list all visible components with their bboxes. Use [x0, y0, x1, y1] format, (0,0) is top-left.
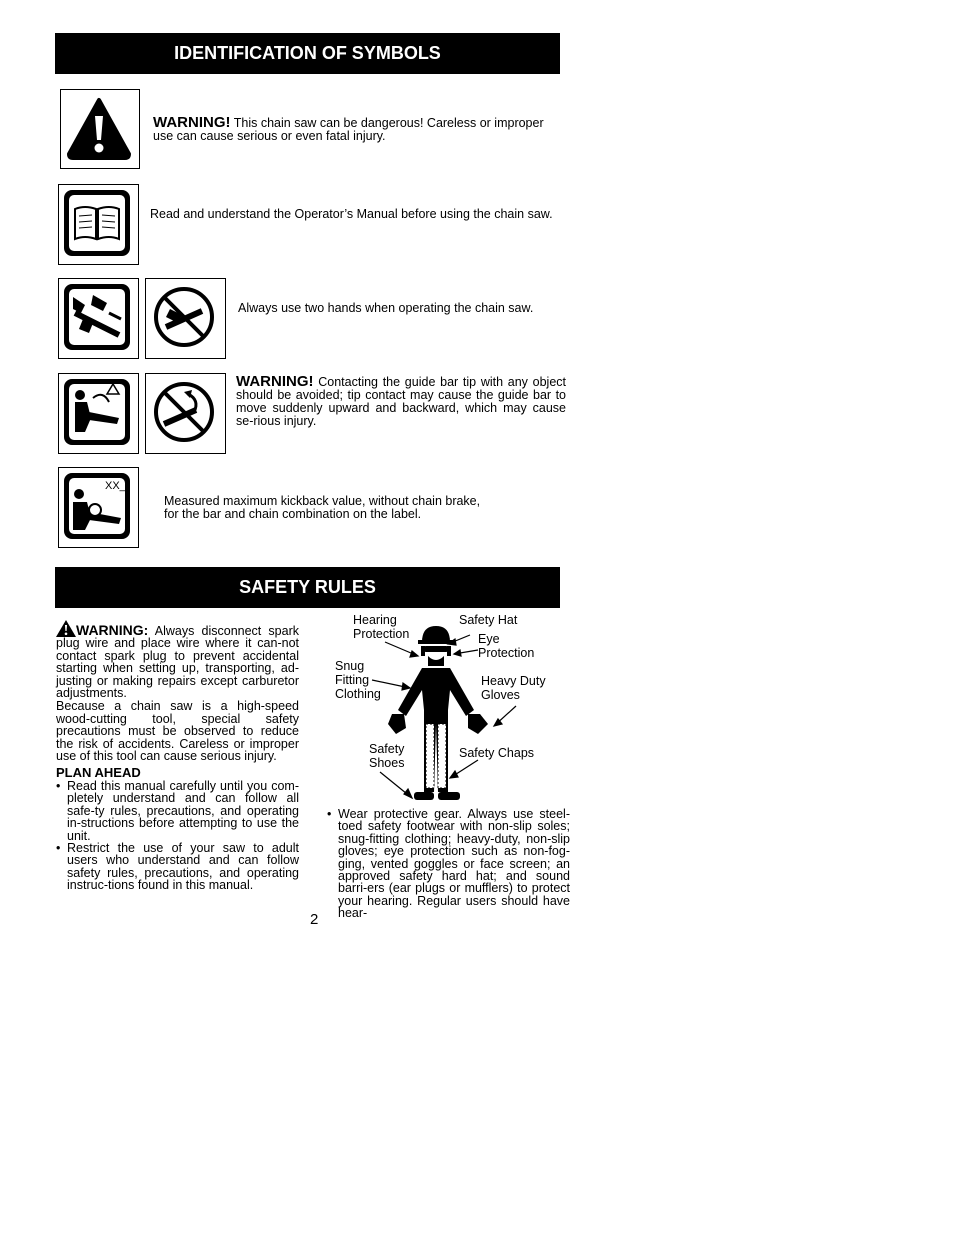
warning-description: This chain saw can be dangerous! Careless or improper use can cause serious or even fatal injury. [153, 116, 544, 143]
warning-label: WARNING! [153, 114, 231, 131]
safety-paragraph: Because a chain saw is a high-speed wood-cutting tool, special safety precautions must be observed to reduce the risk of accidents. Careless or improper use of this tool can cause serious injury. [56, 699, 299, 764]
gear-label-shoes: Safety Shoes [369, 742, 405, 770]
tip-prohibited-symbol [145, 373, 226, 454]
kickback-line-1: Measured maximum kickback value, without chain brake, [164, 494, 481, 508]
no-one-hand-icon [150, 283, 218, 351]
safety-heading: SAFETY RULES [55, 567, 560, 608]
gear-label-chaps: Safety Chaps [459, 746, 535, 760]
gear-label-hearing: Hearing Protection [353, 613, 410, 641]
gear-label-gloves: Heavy Duty Gloves [481, 674, 546, 702]
two-hands-text: Always use two hands when operating the chain saw. [238, 301, 534, 315]
symbols-heading: IDENTIFICATION OF SYMBOLS [55, 33, 560, 74]
worker-figure [388, 626, 488, 800]
kickback-code: XX_ [105, 480, 126, 492]
safety-warning-label: WARNING: [76, 622, 149, 638]
tip-warning-label: WARNING! [236, 373, 314, 390]
manual-symbol-text: Read and understand the Operator’s Manual before using the chain saw. [150, 207, 553, 221]
tip-contact-text [236, 375, 566, 428]
safety-warning [56, 620, 299, 699]
list-item: • Restrict the use of your saw to adult users who understand and can follow safety rules, precautions, and operating instruc-tions found in this manual. [56, 842, 299, 892]
tip-warning-description: Contacting the guide bar tip with any object should be avoided; tip contact may cause the guide bar to move suddenly upward and backward, which may cause se-rious injury. [236, 375, 566, 428]
list-item: • Wear protective gear. Always use steel-toed safety footwear with non-slip soles; snug-fitting clothing; heavy-duty, non-slip gloves; eye protection such as non-fog-ging, vented goggles or face screen; an approved safety hard hat; and sound barri-ers (ear plugs or mufflers) to protect your hearing. Regular users should have hear- [327, 808, 570, 920]
warning-symbol [60, 89, 140, 169]
manual-symbol [58, 184, 139, 265]
tip-contact-symbol [58, 373, 139, 454]
kickback-value-symbol [58, 467, 139, 548]
two-hands-saw-icon [63, 283, 131, 351]
plan-ahead-list [56, 780, 299, 892]
plan-ahead-heading: PLAN AHEAD [56, 765, 141, 781]
one-hand-prohibited-symbol [145, 278, 226, 359]
warning-symbol-text [153, 116, 563, 143]
kickback-operator-icon [63, 378, 131, 446]
warning-triangle-small-icon [56, 620, 76, 637]
safety-right-column [327, 808, 570, 920]
gear-label-eye: Eye Protection [478, 632, 535, 660]
no-tip-contact-icon [150, 378, 218, 446]
safety-warning-text: Always disconnect spark plug wire and place wire where it can-not contact spark plug to prevent accidental starting when setting up, transporting, ad-justing or making repairs except carburetor adjustments. [56, 624, 299, 701]
gear-label-clothing: Snug Fitting Clothing [335, 659, 381, 701]
warning-triangle-icon [65, 94, 133, 162]
list-item: • Read this manual carefully until you com-pletely understand and can follow all safe-ty rules, precautions, and operating in-structions before attempting to use the unit. [56, 780, 299, 842]
two-hands-symbol [58, 278, 139, 359]
page-number: 2 [310, 911, 319, 928]
gear-label-hat: Safety Hat [459, 613, 518, 627]
kickback-text [164, 495, 544, 521]
kickback-line-2: for the bar and chain combination on the label. [164, 507, 422, 521]
safety-left-column [56, 620, 299, 892]
open-book-icon [63, 189, 131, 257]
